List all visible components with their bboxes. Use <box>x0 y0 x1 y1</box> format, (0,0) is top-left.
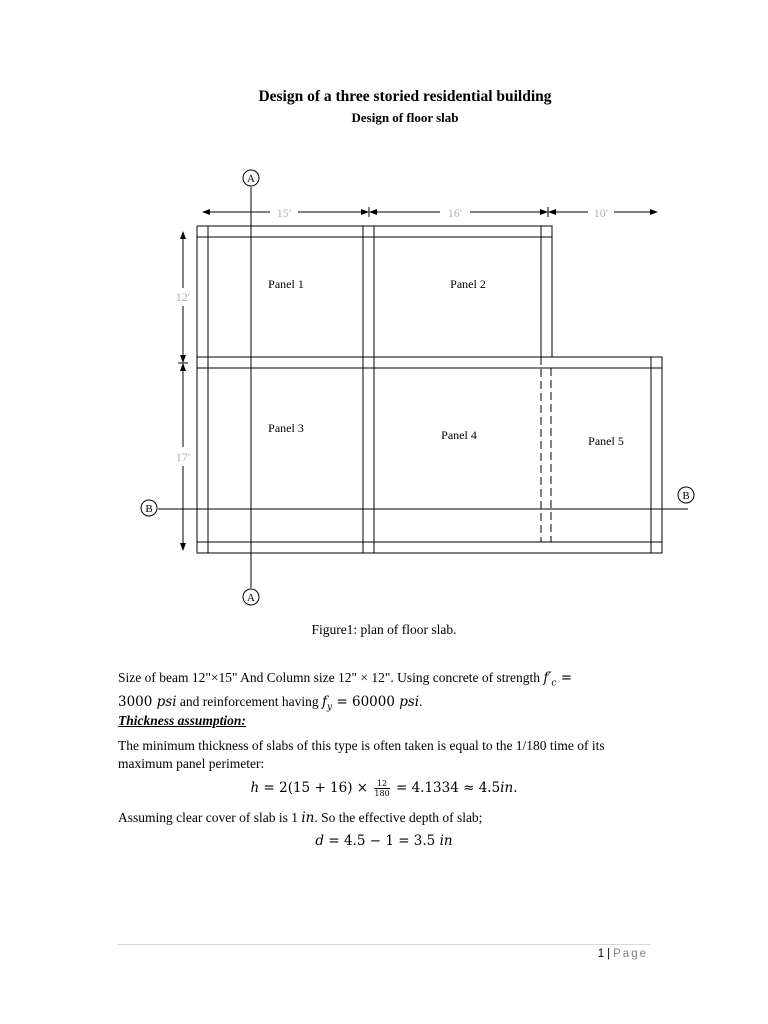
equation-fraction: $\frac{12}{180}$ <box>374 779 390 798</box>
horizontal-dimensions <box>203 207 657 217</box>
dimension-height-2: 17′ <box>175 450 191 464</box>
equation-thickness: h = 2(15 + 16) × $\frac{12}{180}$ = 4.1334 ≈ 4.5in. <box>250 779 518 798</box>
figure-caption: Figure1: plan of floor slab. <box>311 622 457 637</box>
document-title: Design of a three storied residential building <box>258 88 552 105</box>
panel-label-2: Panel 2 <box>450 277 486 291</box>
paragraph-thickness: The minimum thickness of slabs of this type is often taken is equal to the 1/180 time of its maximum panel perimeter: <box>118 738 605 771</box>
panel-label-1: Panel 1 <box>268 277 304 291</box>
dimension-span-2: 16′ <box>447 206 463 220</box>
section-label-a-top: A <box>247 173 255 185</box>
paragraph-materials: Size of beam 12"×15" And Column size 12" × 12". Using concrete of strength $f'_c$ = 3000 psi and reinforcement having $f_y = 60000$ psi. <box>118 670 573 713</box>
slab-outline <box>197 226 662 553</box>
equation-effective-depth: d = 4.5 − 1 = 3.5 in <box>315 833 453 849</box>
section-lines <box>158 187 688 588</box>
panel-label-3: Panel 3 <box>268 421 304 435</box>
dimension-span-1: 15′ <box>276 206 292 220</box>
page-footer <box>540 948 648 960</box>
footer-divider <box>117 944 651 945</box>
footer-separator: | <box>607 948 611 960</box>
section-label-a-bottom: A <box>247 592 255 604</box>
section-label-b-right: B <box>682 490 690 502</box>
dimension-height-1: 12′ <box>175 290 191 304</box>
document-subtitle: Design of floor slab <box>351 110 459 125</box>
section-heading-thickness: Thickness assumption: <box>118 713 246 728</box>
outer-outline <box>197 226 662 553</box>
page-label: Page <box>613 948 648 960</box>
vertical-dimensions <box>178 232 188 550</box>
panel-label-4: Panel 4 <box>441 428 477 442</box>
section-markers <box>141 170 694 605</box>
panel-label-5: Panel 5 <box>588 434 624 448</box>
section-label-b-left: B <box>145 503 153 515</box>
page-number: 1 <box>597 948 605 960</box>
paragraph-cover: Assuming clear cover of slab is 1 in. So the effective depth of slab; <box>118 810 483 826</box>
dimension-span-3: 10′ <box>593 206 609 220</box>
